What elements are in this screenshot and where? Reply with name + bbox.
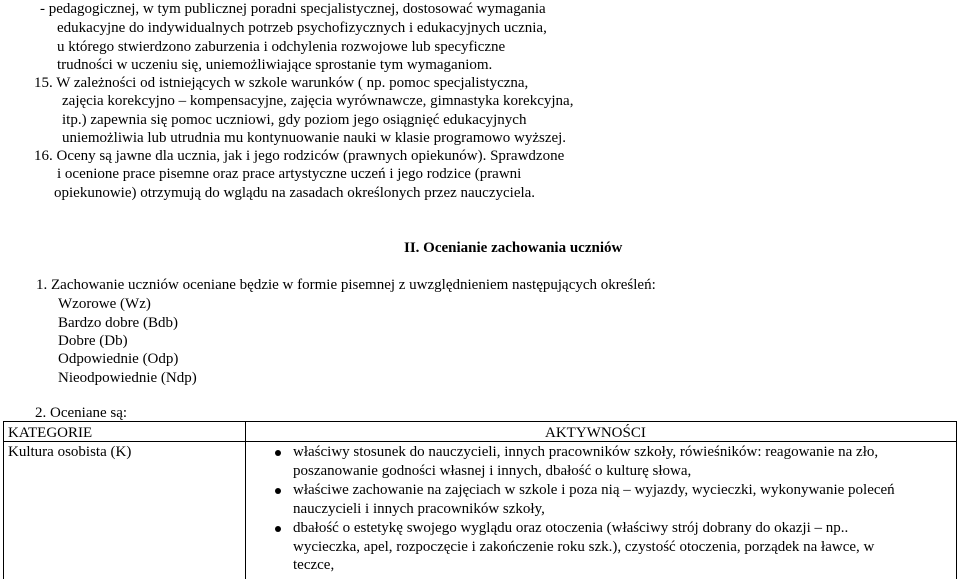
- text-line: opiekunowie) otrzymują do wglądu na zasadach określonych przez nauczyciela.: [54, 185, 536, 201]
- table-header-activities: AKTYWNOŚCI: [545, 425, 646, 441]
- text-line: i ocenione prace pisemne oraz prace artystyczne uczeń i jego rodzice (prawni: [57, 166, 522, 182]
- text-line: zajęcia korekcyjno – kompensacyjne, zajęcia wyrównawcze, gimnastyka korekcyjna,: [62, 93, 574, 109]
- grade-item: Wzorowe (Wz): [58, 296, 151, 312]
- point-2: 2. Oceniane są:: [35, 405, 128, 421]
- text-line: uniemożliwia lub utrudnia mu kontynuowanie nauki w klasie programowo wyższej.: [62, 130, 567, 146]
- text-line: itp.) zapewnia się pomoc uczniowi, gdy poziom jego osiągnięć edukacyjnych: [62, 112, 527, 128]
- activity-line: właściwy stosunek do nauczycieli, innych pracowników szkoły, rówieśników: reagowanie na zło,: [293, 444, 879, 460]
- bullet-icon: [275, 488, 281, 494]
- text-line: u którego stwierdzono zaburzenia i odchylenia rozwojowe lub specyficzne: [57, 39, 506, 55]
- activity-line: wycieczka, apel, rozpoczęcie i zakończenie roku szk.), czystość otoczenia, porządek na ławce, w: [293, 539, 875, 555]
- table-left-border: [3, 421, 4, 579]
- bullet-icon: [275, 450, 281, 456]
- activity-line: właściwe zachowanie na zajęciach w szkole i poza nią – wyjazdy, wycieczki, wykonywanie poleceń: [293, 482, 895, 498]
- point-1: 1. Zachowanie uczniów oceniane będzie w formie pisemnej z uwzględnieniem następujących określeń:: [36, 277, 656, 293]
- table-header-border: [3, 441, 957, 442]
- grade-item: Odpowiednie (Odp): [58, 351, 179, 367]
- item-16-line: 16. Oceny są jawne dla ucznia, jak i jego rodziców (prawnych opiekunów). Sprawdzone: [34, 148, 565, 164]
- grade-item: Nieodpowiednie (Ndp): [58, 370, 197, 386]
- table-top-border: [3, 421, 957, 422]
- section-heading: II. Ocenianie zachowania uczniów: [404, 240, 623, 256]
- grade-item: Bardzo dobre (Bdb): [58, 315, 178, 331]
- text-line: trudności w uczeniu się, uniemożliwiające sprostanie tym wymaganiom.: [57, 57, 493, 73]
- activity-line: nauczycieli i innych pracowników szkoły,: [293, 501, 545, 517]
- activity-line: poszanowanie godności własnej i innych, dbałość o kulturę słowa,: [293, 463, 692, 479]
- bullet-icon: [275, 526, 281, 532]
- item-15-line: 15. W zależności od istniejących w szkole warunków ( np. pomoc specjalistyczna,: [34, 75, 529, 91]
- text-line: - pedagogicznej, w tym publicznej poradni specjalistycznej, dostosować wymagania: [40, 1, 546, 17]
- table-right-border: [956, 421, 957, 579]
- text-line: edukacyjne do indywidualnych potrzeb psychofizycznych i edukacyjnych ucznia,: [57, 20, 547, 36]
- table-column-divider: [245, 421, 246, 579]
- category-cell: Kultura osobista (K): [8, 444, 132, 460]
- grade-item: Dobre (Db): [58, 333, 128, 349]
- activity-line: teczce,: [293, 557, 335, 573]
- table-header-categories: KATEGORIE: [8, 425, 93, 441]
- activity-line: dbałość o estetykę swojego wyglądu oraz otoczenia (właściwy strój dobrany do okazji – np..: [293, 520, 849, 536]
